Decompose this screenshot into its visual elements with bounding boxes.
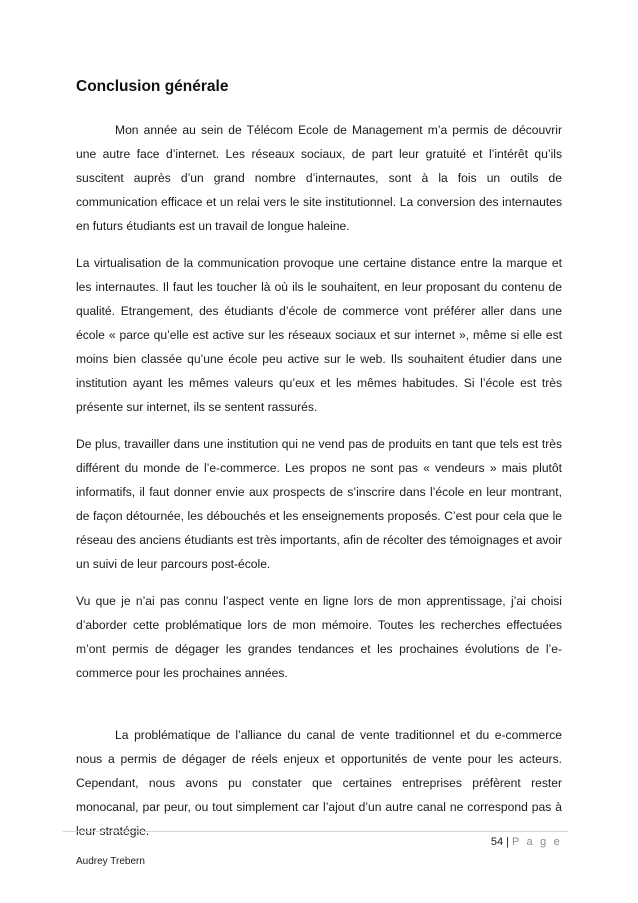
section-heading: Conclusion générale [76,78,229,95]
paragraph-institution: De plus, travailler dans une institution qui ne vend pas de produits en tant que tels est très différent du monde de l’e-commerce. Les propos ne sont pas « vendeurs » mais plutôt informatifs, il faut donner envie aux prospects de s’inscrire dans l’école en leur montrant, de façon détournée, les débouchés et les enseignements proposés. C’est pour cela que le réseau des anciens étudiants est très importants, afin de récolter des témoignages et avoir un suivi de leur parcours post-école. [76,437,562,571]
document-body [76,118,562,856]
footer-divider [63,831,568,832]
paragraph-problematique: La problématique de l’alliance du canal de vente traditionnel et du e-commerce nous a permis de dégager de réels enjeux et opportunités de vente pour les acteurs. Cependant, nous avons pu constater que certaines entreprises préfèrent rester monocanal, par peur, ou tout simplement car l’ajout d’un autre canal ne correspond pas à leur stratégie. [76,728,562,838]
page-number [491,836,562,848]
page-number-value: 54 [490,836,504,848]
paragraph-virtualisation: La virtualisation de la communication provoque une certaine distance entre la marque et les internautes. Il faut les toucher là où ils le souhaitent, en leur proposant du contenu de qualité. Etrangement, des étudiants d’école de commerce vont préférer aller dans une école « parce qu’elle est active sur les réseaux sociaux et sur internet », même si elle est moins bien classée qu’une école peu active sur le web. Ils souhaitent étudier dans une institution ayant les mêmes valeurs qu’eux et les mêmes habitudes. Si l’école est très présente sur internet, ils se sentent rassurés. [76,256,562,414]
paragraph-intro: Mon année au sein de Télécom Ecole de Management m’a permis de découvrir une autre face d’internet. Les réseaux sociaux, de part leur gratuité et l’intérêt qu’ils suscitent auprès d’un grand nombre d’internautes, sont à la fois un outils de communication efficace et un relai vers le site institutionnel. La conversion des internautes en futurs étudiants est un travail de longue haleine. [76,123,562,233]
paragraph-memoire: Vu que je n’ai pas connu l’aspect vente en ligne lors de mon apprentissage, j’ai choisi d’aborder cette problématique lors de mon mémoire. Toutes les recherches effectuées m’ont permis de dégager les grandes tendances et les prochaines évolutions de l’e-commerce pour les prochaines années. [76,594,562,680]
page-word: P a g e [511,836,562,848]
page-number-separator: | [506,836,509,848]
footer-author: Audrey Trebern [76,856,145,867]
